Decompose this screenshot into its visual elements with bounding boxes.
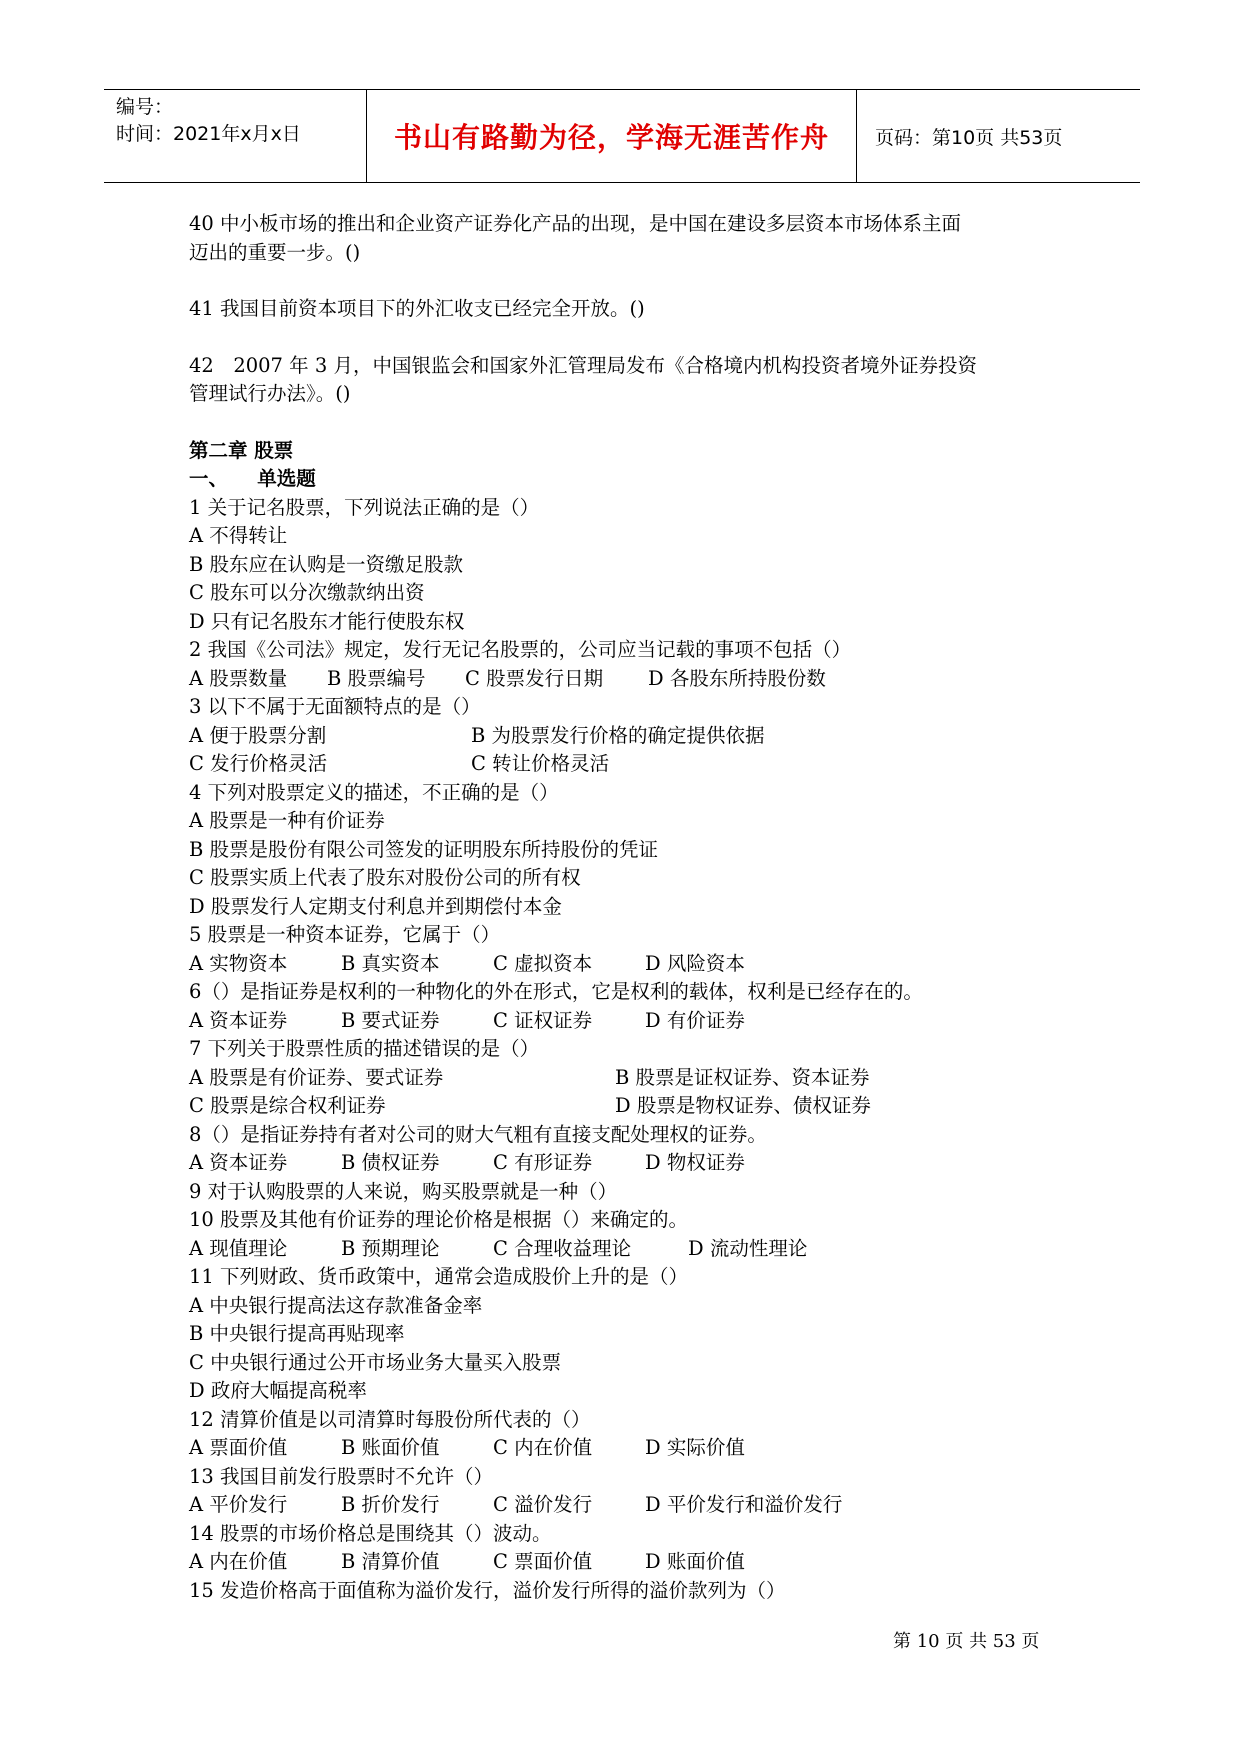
- option: D 股票发行人定期支付利息并到期偿付本金: [189, 894, 562, 918]
- option: C 股东可以分次缴款纳出资: [189, 581, 425, 604]
- question-40-line2: 迈出的重要一步。(): [189, 240, 361, 264]
- question-3: 3 以下不属于无面额特点的是（）: [189, 695, 481, 718]
- option: A 便于股票分割: [189, 723, 327, 747]
- options-row: [189, 1064, 1089, 1093]
- option: B 折价发行: [341, 1493, 440, 1516]
- option: C 发行价格灵活: [189, 752, 328, 775]
- question-13: 13 我国目前发行股票时不允许（）: [189, 1464, 494, 1488]
- question-12: 12 清算价值是以司清算时每股份所代表的（）: [189, 1407, 591, 1431]
- option: B 股票编号: [327, 666, 426, 690]
- option: C 证权证券: [493, 1008, 593, 1032]
- option: C 股票是综合权利证券: [189, 1094, 386, 1117]
- option: B 账面价值: [341, 1436, 440, 1459]
- option: B 预期理论: [341, 1236, 440, 1260]
- chapter-title: 第二章 股票: [189, 438, 294, 462]
- options-row: [189, 722, 1089, 751]
- question-10: 10 股票及其他有价证券的理论价格是根据（）来确定的。: [189, 1208, 689, 1231]
- option: D 平价发行和溢价发行: [645, 1493, 843, 1516]
- option: A 资本证券: [189, 1151, 288, 1174]
- option: D 股票是物权证券、债权证券: [615, 1094, 871, 1117]
- question-7: 7 下列关于股票性质的描述错误的是（）: [189, 1037, 540, 1060]
- option: A 中央银行提高法这存款准备金率: [189, 1293, 483, 1317]
- option: C 股票发行日期: [465, 666, 604, 690]
- document-body: [189, 210, 1089, 1605]
- options-row: [189, 1235, 1089, 1264]
- option: D 物权证券: [645, 1151, 745, 1174]
- option: D 流动性理论: [688, 1236, 808, 1260]
- page-header: [104, 89, 1140, 183]
- option: A 股票是有价证券、要式证券: [189, 1065, 444, 1089]
- options-row: [189, 1092, 1089, 1121]
- option: B 股票是股份有限公司签发的证明股东所持股份的凭证: [189, 837, 659, 861]
- question-11: 11 下列财政、货币政策中，通常会造成股价上升的是（）: [189, 1265, 689, 1288]
- option: C 股票实质上代表了股东对股份公司的所有权: [189, 866, 581, 889]
- option: D 风险资本: [645, 951, 745, 975]
- option: B 中央银行提高再贴现率: [189, 1322, 405, 1345]
- options-row: [189, 1491, 1089, 1520]
- number-label: 编号：: [116, 96, 174, 118]
- options-row: [189, 1149, 1089, 1178]
- option: A 不得转让: [189, 524, 288, 547]
- option: C 内在价值: [493, 1436, 593, 1459]
- options-row: [189, 950, 1089, 979]
- question-15: 15 发造价格高于面值称为溢价发行，溢价发行所得的溢价款列为（）: [189, 1578, 786, 1602]
- option: A 现值理论: [189, 1236, 288, 1260]
- option: A 平价发行: [189, 1493, 288, 1516]
- question-41: 41 我国目前资本项目下的外汇收支已经完全开放。(): [189, 297, 645, 320]
- option: B 股票是证权证券、资本证券: [615, 1065, 870, 1089]
- question-6: 6（）是指证券是权利的一种物化的外在形式，它是权利的载体，权利是已经存在的。: [189, 980, 923, 1003]
- option: D 只有记名股东才能行使股东权: [189, 609, 465, 633]
- page-footer: 第 10 页 共 53 页: [893, 1631, 1040, 1652]
- options-row: [189, 1434, 1089, 1463]
- options-row: [189, 1007, 1089, 1036]
- option: B 债权证券: [341, 1151, 440, 1174]
- option: C 有形证券: [493, 1151, 593, 1174]
- time-label: 时间：2021年x月x日: [116, 123, 301, 145]
- question-42-line2: 管理试行办法》。(): [189, 382, 351, 405]
- section-title: 一、 单选题: [189, 467, 316, 490]
- question-1: 1 关于记名股票，下列说法正确的是（）: [189, 495, 540, 519]
- question-42-line1: 42 2007 年 3 月，中国银监会和国家外汇管理局发布《合格境内机构投资者境外证券投资: [189, 353, 977, 377]
- option: B 要式证券: [341, 1008, 440, 1032]
- question-2: 2 我国《公司法》规定，发行无记名股票的，公司应当记载的事项不包括（）: [189, 638, 852, 661]
- option: D 账面价值: [645, 1550, 745, 1573]
- question-14: 14 股票的市场价格总是围绕其（）波动。: [189, 1521, 552, 1545]
- question-9: 9 对于认购股票的人来说，购买股票就是一种（）: [189, 1179, 618, 1203]
- option: A 股票数量: [189, 666, 288, 690]
- option: C 虚拟资本: [493, 951, 593, 975]
- option: B 清算价值: [341, 1550, 440, 1573]
- option: A 内在价值: [189, 1550, 288, 1573]
- options-row: [189, 1548, 1089, 1577]
- option: C 中央银行通过公开市场业务大量买入股票: [189, 1350, 562, 1374]
- question-8: 8（）是指证券持有者对公司的财大气粗有直接支配处理权的证券。: [189, 1122, 767, 1146]
- option: D 有价证券: [645, 1008, 745, 1032]
- options-row: [189, 665, 1089, 694]
- option: D 各股东所持股份数: [648, 666, 826, 690]
- option: C 转让价格灵活: [471, 752, 610, 775]
- option: A 票面价值: [189, 1436, 288, 1459]
- question-5: 5 股票是一种资本证券，它属于（）: [189, 923, 501, 946]
- option: D 政府大幅提高税率: [189, 1379, 367, 1402]
- option: C 溢价发行: [493, 1493, 593, 1516]
- header-motto: 书山有路勤为径，学海无涯苦作舟: [367, 90, 857, 182]
- option: C 合理收益理论: [493, 1236, 632, 1260]
- options-row: [189, 750, 1089, 779]
- option: B 股东应在认购是一资缴足股款: [189, 552, 464, 576]
- option: A 实物资本: [189, 951, 288, 975]
- question-4: 4 下列对股票定义的描述，不正确的是（）: [189, 780, 559, 804]
- question-40-line1: 40 中小板市场的推出和企业资产证券化产品的出现，是中国在建设多层资本市场体系主面: [189, 212, 962, 235]
- option: B 为股票发行价格的确定提供依据: [471, 723, 765, 747]
- header-page-info: 页码：第10页 共53页: [875, 126, 1063, 149]
- option: A 股票是一种有价证券: [189, 809, 385, 832]
- header-meta: [104, 90, 367, 182]
- option: A 资本证券: [189, 1008, 288, 1032]
- option: D 实际价值: [645, 1436, 745, 1459]
- option: C 票面价值: [493, 1550, 593, 1573]
- option: B 真实资本: [341, 951, 440, 975]
